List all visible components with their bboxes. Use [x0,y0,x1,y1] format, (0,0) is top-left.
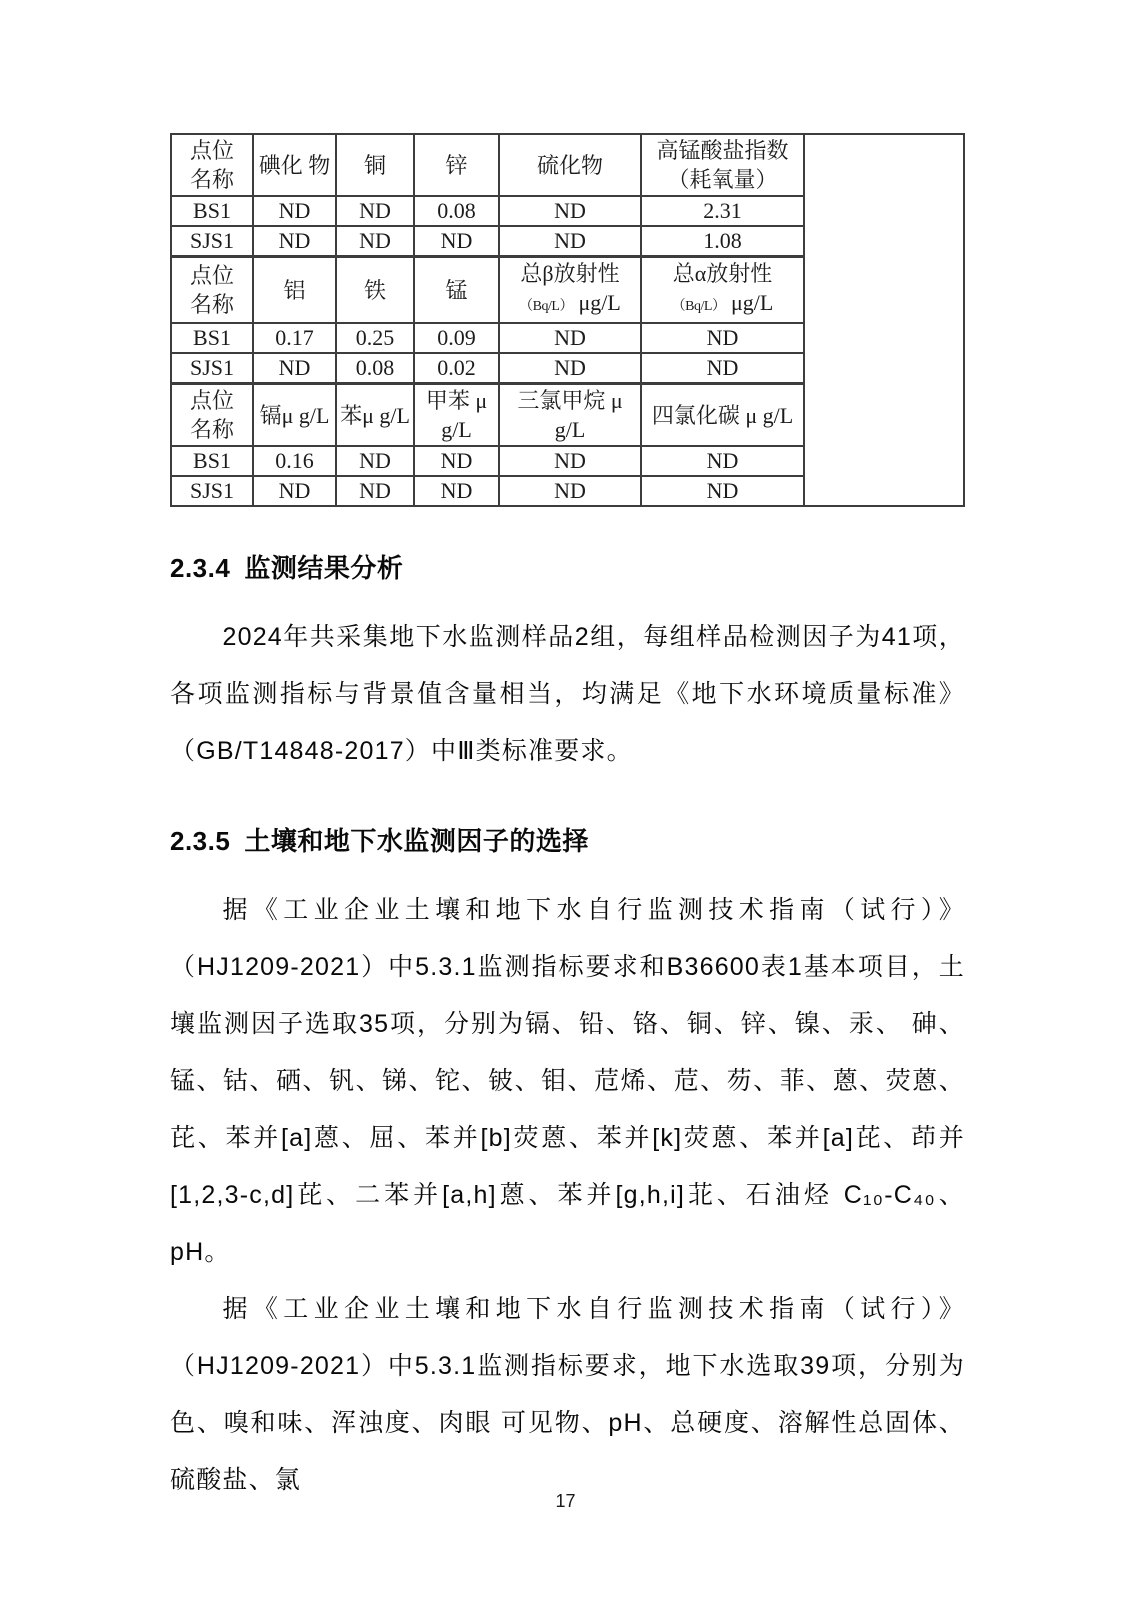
value-cell: 0.09 [414,323,499,353]
beta-main-text: 总β放射性 [520,261,620,286]
beta-unit-paren: （Bq/L） [519,299,573,314]
value-cell: ND [253,196,336,226]
header-cell-iron: 铁 [336,257,414,324]
site-cell: SJS1 [171,226,253,257]
header-cell-carbon-tetrachloride: 四氯化碳 μ g/L [641,384,804,447]
site-cell: SJS1 [171,353,253,384]
value-cell: ND [499,323,641,353]
value-cell: ND [414,446,499,476]
site-cell: BS1 [171,323,253,353]
paragraph-soil-factors: 据《工业企业土壤和地下水自行监测技术指南（试行）》（HJ1209-2021）中5.3.1监测指标要求和B36600表1基本项目，土壤监测因子选取35项，分别为镉、铅、铬、铜、锌、镍、汞、 砷、锰、钴、硒、钒、锑、铊、铍、钼、苊烯、苊、芴、菲、蒽、荧蒽、芘、苯并[a]蒽、屈、苯并[b]荧蒽、苯并[k]荧蒽、苯并[a]芘、茚并 [1,2,3-c,d]芘、二苯并[a,h]蒽、苯并[g,h,i]苝、石油烃 C₁₀-C₄₀、pH。 [170,896,965,1266]
value-cell: 0.17 [253,323,336,353]
header-cell-sulfide: 硫化物 [499,134,641,196]
header-cell-site-name [171,134,253,196]
section-heading-2-3-5 [170,826,963,856]
value-cell: ND [414,226,499,257]
header-cell-total-alpha-radioactivity [641,257,804,324]
groundwater-monitoring-results-table [170,133,965,507]
header-cell-zinc: 锌 [414,134,499,196]
header-cell-total-beta-radioactivity [499,257,641,324]
header-cell-iodide: 碘化 物 [253,134,336,196]
value-cell: 0.02 [414,353,499,384]
header-cell-benzene: 苯μ g/L [336,384,414,447]
section-heading-2-3-4 [170,553,963,583]
header-cell-toluene: 甲苯 μ g/L [414,384,499,447]
permanganate-line2: （耗氧量） [667,167,778,192]
value-cell: ND [336,476,414,506]
section-title: 土壤和地下水监测因子的选择 [244,826,589,856]
value-cell: ND [641,323,804,353]
value-cell: ND [414,476,499,506]
section-title: 监测结果分析 [244,553,404,583]
paragraph-groundwater-factors: 据《工业企业土壤和地下水自行监测技术指南（试行）》（HJ1209-2021）中5.3.1监测指标要求，地下水选取39项，分别为色、嗅和味、浑浊度、肉眼 可见物、pH、总硬度、溶解性总固体、硫酸盐、氯 [170,1295,965,1494]
site-header-line1: 点位 [189,388,234,413]
paragraph-monitoring-result: 2024年共采集地下水监测样品2组，每组样品检测因子为41项，各项监测指标与背景值含量相当，均满足《地下水环境质量标准》（GB/T14848-2017）中Ⅲ类标准要求。 [170,623,965,765]
site-header-line2: 名称 [189,417,234,442]
value-cell: ND [336,226,414,257]
value-cell: ND [499,476,641,506]
site-cell: BS1 [171,446,253,476]
site-header-line1: 点位 [189,138,234,163]
header-cell-chloroform: 三氯甲烷 μ g/L [499,384,641,447]
value-cell: ND [641,446,804,476]
value-cell: 0.08 [414,196,499,226]
header-cell-site-name [171,257,253,324]
value-cell: 0.16 [253,446,336,476]
value-cell: ND [253,226,336,257]
site-cell: BS1 [171,196,253,226]
value-cell: ND [253,476,336,506]
header-cell-aluminum: 铝 [253,257,336,324]
value-cell: ND [641,476,804,506]
header-cell-site-name [171,384,253,447]
header-cell-manganese: 锰 [414,257,499,324]
value-cell: ND [336,446,414,476]
section-number: 2.3.4 [170,553,231,583]
value-cell: 0.08 [336,353,414,384]
permanganate-line1: 高锰酸盐指数 [656,138,789,163]
value-cell: ND [641,353,804,384]
value-cell: ND [336,196,414,226]
section-number: 2.3.5 [170,826,231,856]
header-cell-copper: 铜 [336,134,414,196]
value-cell: ND [499,353,641,384]
alpha-main-text: 总α放射性 [672,261,773,286]
site-header-line1: 点位 [189,263,234,288]
empty-side-cell [804,134,964,506]
site-cell: SJS1 [171,476,253,506]
beta-unit-text: μg/L [578,290,621,315]
alpha-unit-text: μg/L [730,290,774,315]
value-cell: 2.31 [641,196,804,226]
table-header-row-section1 [171,134,964,196]
header-cell-permanganate-index [641,134,804,196]
site-header-line2: 名称 [189,292,234,317]
value-cell: ND [499,196,641,226]
value-cell: ND [499,226,641,257]
alpha-unit-paren: （Bq/L） [671,299,726,314]
value-cell: ND [253,353,336,384]
value-cell: 0.25 [336,323,414,353]
page-number: 17 [555,1491,576,1511]
value-cell: 1.08 [641,226,804,257]
header-cell-cadmium: 镉μ g/L [253,384,336,447]
site-header-line2: 名称 [189,167,234,192]
value-cell: ND [499,446,641,476]
